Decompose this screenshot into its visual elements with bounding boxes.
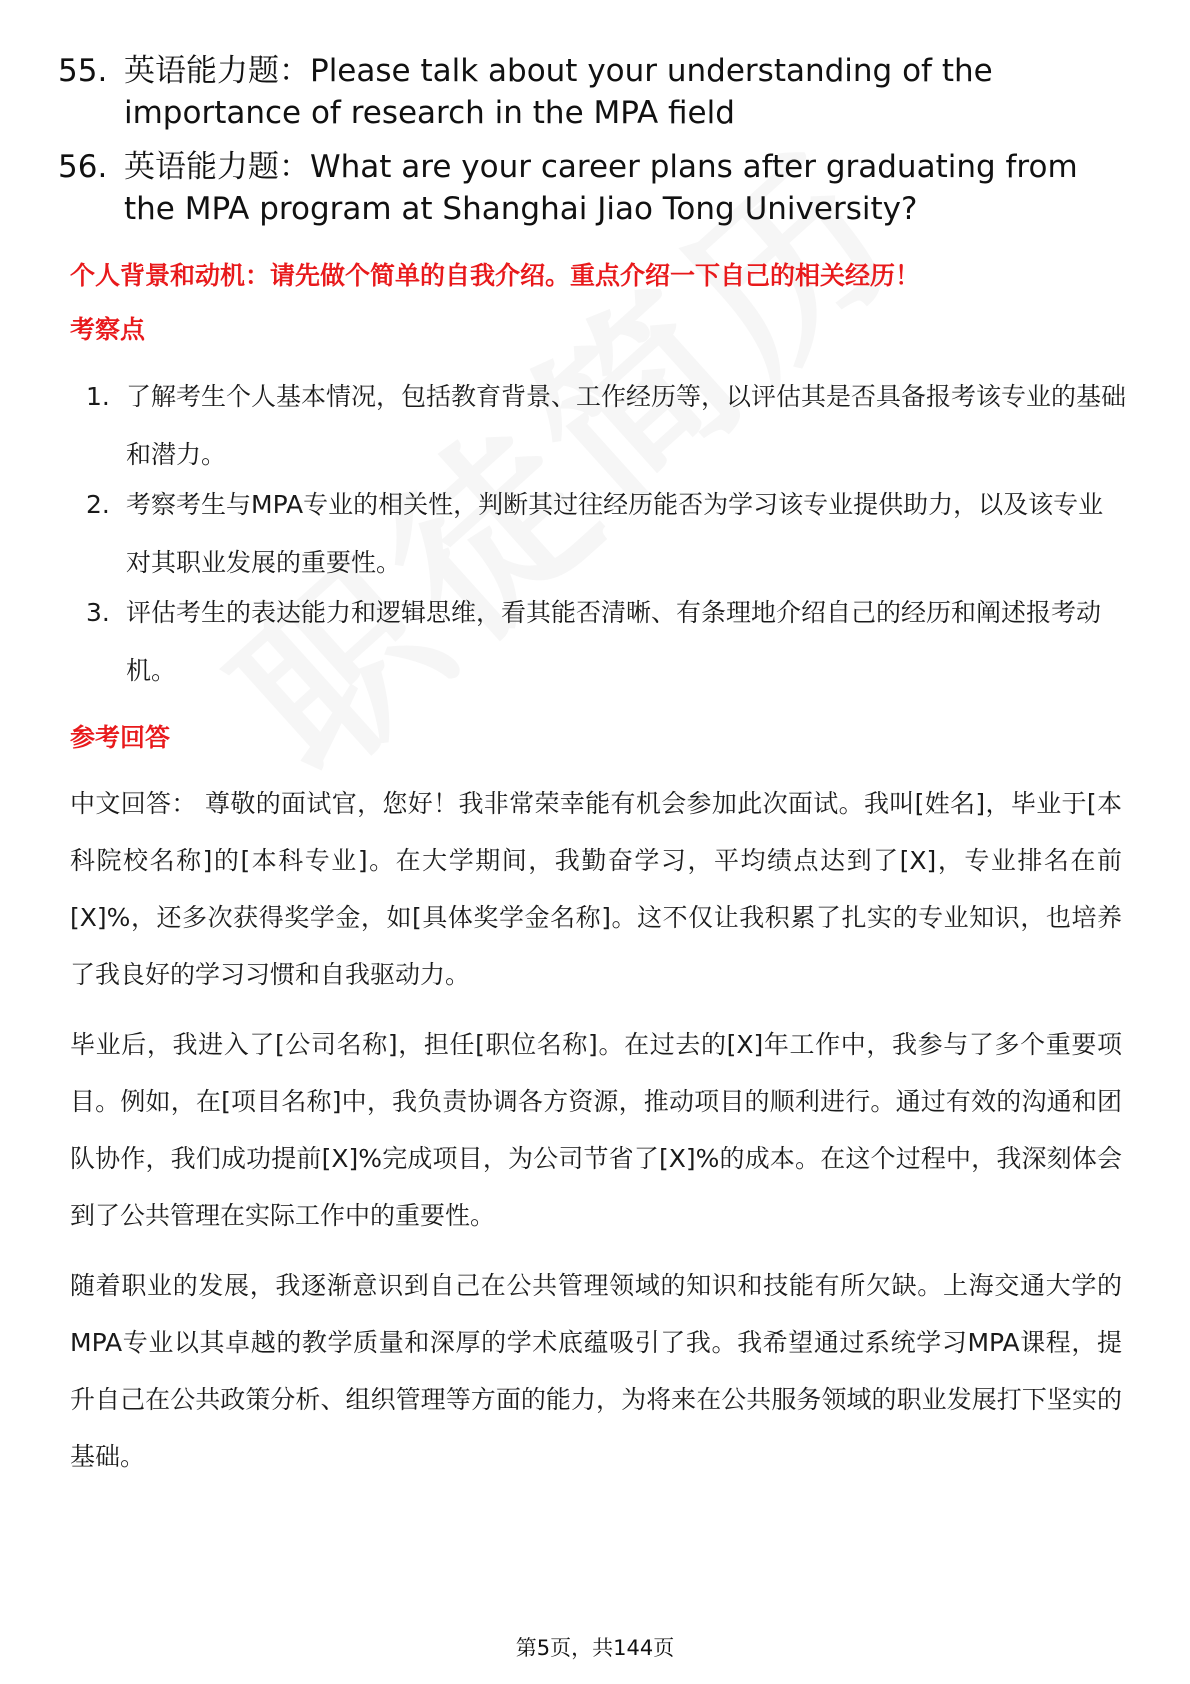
answer-paragraph-2: 毕业后，我进入了[公司名称]，担任[职位名称]。在过去的[X]年工作中，我参与了多个重要项目。例如，在[项目名称]中，我负责协调各方资源，推动项目的顺利进行。通过有效的沟通和团队协作，我们成功提前[X]%完成项目，为公司节省了[X]%的成本。在这个过程中，我深刻体会到了公共管理在实际工作中的重要性。 [70, 1030, 1122, 1230]
question-number: 56. [58, 149, 108, 185]
answer-paragraph-1: 中文回答： 尊敬的面试官，您好！我非常荣幸能有机会参加此次面试。我叫[姓名]，毕业于[本科院校名称]的[本科专业]。在大学期间，我勤奋学习，平均绩点达到了[X]，专业排名在前[X]%，还多次获得奖学金，如[具体奖学金名称]。这不仅让我积累了扎实的专业知识，也培养了我良好的学习习惯和自我驱动力。 [70, 789, 1122, 989]
assessment-heading: 考察点 [70, 315, 146, 344]
english-question-55 [58, 50, 1108, 134]
answer-paragraph-3: 随着职业的发展，我逐渐意识到自己在公共管理领域的知识和技能有所欠缺。上海交通大学的MPA专业以其卓越的教学质量和深厚的学术底蕴吸引了我。我希望通过系统学习MPA课程，提升自己在公共政策分析、组织管理等方面的能力，为将来在公共服务领域的职业发展打下坚实的基础。 [70, 1271, 1122, 1471]
point-number: 3. [86, 598, 110, 627]
question-text: 英语能力题：What are your career plans after graduating from the MPA program at Shanghai Jiao Tong University? [124, 149, 1078, 227]
point-number: 1. [86, 382, 110, 411]
assessment-point-3 [86, 584, 1126, 700]
answer-heading: 参考回答 [70, 723, 171, 752]
point-number: 2. [86, 490, 110, 519]
assessment-point-1 [86, 368, 1126, 484]
point-text: 考察考生与MPA专业的相关性，判断其过往经历能否为学习该专业提供助力，以及该专业对其职业发展的重要性。 [126, 490, 1104, 577]
point-text: 评估考生的表达能力和逻辑思维，看其能否清晰、有条理地介绍自己的经历和阐述报考动机。 [126, 598, 1102, 685]
english-question-56 [58, 146, 1108, 230]
question-text: 英语能力题：Please talk about your understanding of the importance of research in the MPA field [124, 53, 993, 131]
point-text: 了解考生个人基本情况，包括教育背景、工作经历等，以评估其是否具备报考该专业的基础和潜力。 [126, 382, 1127, 469]
assessment-point-2 [86, 476, 1126, 592]
page-footer: 第5页，共144页 [515, 1636, 675, 1660]
question-heading: 个人背景和动机：请先做个简单的自我介绍。重点介绍一下自己的相关经历！ [70, 261, 921, 290]
question-number: 55. [58, 53, 108, 89]
